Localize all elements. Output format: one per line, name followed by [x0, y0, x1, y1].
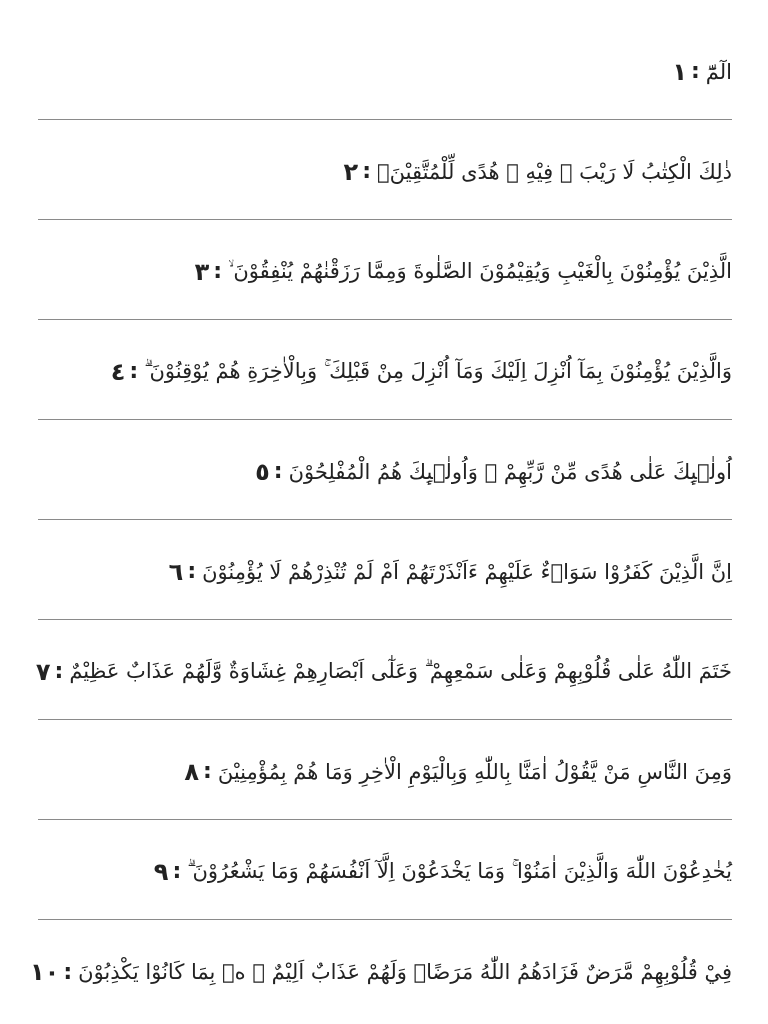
verse-separator: :: [690, 59, 700, 84]
verse-text: خَتَمَ اللّٰهُ عَلٰى قُلُوْبِهِمْ وَعَلٰى سَمْعِهِمْ ۗ وَعَلٰٓى اَبْصَارِهِمْ غِشَاوَةٌ وَّلَهُمْ عَذَابٌ عَظِيْمٌ: [69, 659, 732, 683]
verse-text: اِنَّ الَّذِيْنَ كَفَرُوْا سَوَاۤءٌ عَلَيْهِمْ ءَاَنْذَرْتَهُمْ اَمْ لَمْ تُنْذِرْهُمْ لَا يُؤْمِنُوْنَ: [202, 559, 732, 584]
verse-number: ٥: [255, 457, 270, 486]
verse-row: [38, 320, 732, 420]
verse-row: [38, 520, 732, 620]
verse-row: [35, 620, 732, 720]
verse-number: ٣: [194, 257, 210, 286]
verse-number: ١٠: [30, 958, 60, 986]
verse-number: ١: [672, 57, 687, 86]
verse-text: الَّذِيْنَ يُؤْمِنُوْنَ بِالْغَيْبِ وَيُقِيْمُوْنَ الصَّلٰوةَ وَمِمَّا رَزَقْنٰهُمْ يُنْفِقُوْنَ ۙ: [228, 259, 732, 283]
verse-number: ٤: [110, 357, 126, 386]
verse-row: [38, 820, 732, 920]
verse-separator: :: [129, 359, 139, 384]
verse-text: وَمِنَ النَّاسِ مَنْ يَّقُوْلُ اٰمَنَّا بِاللّٰهِ وَبِالْيَوْمِ الْاٰخِرِ وَمَا هُمْ بِمُؤْمِنِيْنَ: [217, 759, 732, 784]
verse-row: [30, 920, 732, 1020]
verse-separator: :: [63, 959, 73, 985]
verse-row: [38, 720, 732, 820]
verse-text: وَالَّذِيْنَ يُؤْمِنُوْنَ بِمَآ اُنْزِلَ اِلَيْكَ وَمَآ اُنْزِلَ مِنْ قَبْلِكَ ۚ وَبِالْاٰخِرَةِ هُمْ يُوْقِنُوْنَ ۗ: [144, 359, 732, 383]
verse-number: ٨: [184, 757, 200, 786]
verse-text: اُولٰۤىِٕكَ عَلٰى هُدًى مِّنْ رَّبِّهِمْ ۙ وَاُولٰۤىِٕكَ هُمُ الْمُفْلِحُوْنَ: [288, 459, 732, 484]
verse-number: ٦: [168, 557, 184, 586]
verse-text: ذٰلِكَ الْكِتٰبُ لَا رَيْبَ ۛ فِيْهِ ۛ هُدًى لِّلْمُتَّقِيْنَۙ: [377, 159, 732, 184]
verse-separator: :: [362, 159, 372, 184]
verse-number: ٢: [343, 157, 359, 186]
verse-list: [30, 20, 732, 1020]
verse-text: الٓمّٓ: [705, 59, 732, 84]
verse-separator: :: [203, 759, 212, 784]
verse-row: [38, 20, 732, 120]
verse-number: ٧: [35, 657, 51, 686]
verse-separator: :: [273, 459, 283, 484]
verse-text: يُخٰدِعُوْنَ اللّٰهَ وَالَّذِيْنَ اٰمَنُوْا ۚ وَمَا يَخْدَعُوْنَ اِلَّآ اَنْفُسَهُمْ وَمَا يَشْعُرُوْنَ ۗ: [187, 859, 732, 883]
verse-text: فِيْ قُلُوْبِهِمْ مَّرَضٌ فَزَادَهُمُ اللّٰهُ مَرَضًاۚ وَلَهُمْ عَذَابٌ اَلِيْمٌ ۙ ەۢ بِمَا كَانُوْا يَكْذِبُوْنَ: [78, 960, 732, 984]
verse-number: ٩: [153, 857, 169, 886]
verse-row: [38, 220, 732, 320]
verse-row: [38, 420, 732, 520]
verse-separator: :: [172, 859, 182, 884]
verse-row: [38, 120, 732, 220]
verse-separator: :: [187, 559, 197, 584]
verse-separator: :: [213, 259, 223, 284]
verse-separator: :: [54, 659, 64, 684]
